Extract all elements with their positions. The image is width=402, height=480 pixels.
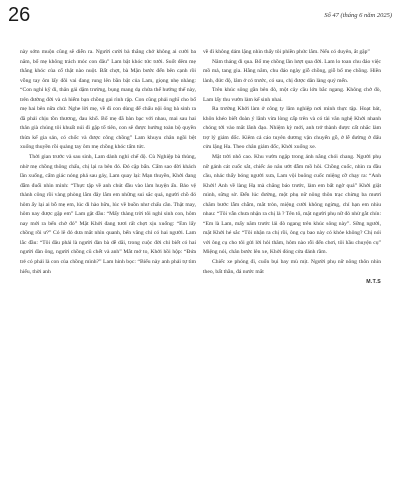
body-paragraph: Thời gian trước và sau sinh, Lam dành nghỉ chế độ. Cù Nghiệp bà thủng, nhờ mẹ chồng thông chấu, chị lại ra bên đó. Đó cặp bẩn. Cẩm sao đời khách lần xuống, cẩm giác nóng phả sau gáy, Lam quay lại: Mạn thuyền, Khởi đang đẫm đuối nhìn mình: “Thực tập về anh chút đầu vào làm huyện ấn. Bảo vệ thành công rồi vàng phòng lắm đây lắm em những sui sắc quá, người chồ đó hôm ấy lại ai bỗ mẹ em, lúc đi hào hữu, lúc về buồn như chấu cần. Thật may, hôm nay được gặp em” Lam gật đầu: “Mấy thàng trời tôi nghỉ sinh con, hôm nay mới ra bến chở đó” Mặt Khởi đang tươi rất chợt xịu xuống: “Em lấy chồng rồi ư?” Có lẽ đó dưa mắt nhìn quanh, bến vắng chỉ có hai người. Lam lắc đầu: “Tôi đâu phải là người đàn bà dễ dãi, trong cuộc đời chỉ biết có hai người đàn ông, người chồng cũ chết và anh” Mắt mở to, Khởi hồi hộp: “Đứa trẻ có phải là con của chồng mình?” Lam hinh bọc: “Biểu này anh phải tự tìm hiểu, thời anh: [20, 154, 196, 275]
body-paragraph: này sớm muộn cũng sẽ diễn ra. Người cười bà thẳng chở không ai cười ba năm, bố mẹ không trách móc con đâu” Lam bật khóc tức tưởi. Suốt đêm mẹ thẳng khóc của cổ thật nào nuột. Bất chợt, bà Mận bước đến bên cạnh rồi vỗng tay ôm lấy đôi vai đang rung lên bần bật của Lam, giọng nhẹ nhàng: “Con nghỉ kỹ đi, thân gái dặm trường, bụng mang dạ chửa thế hướng thế này, trên đường đời và cả hiểm bạn chồng gai rình rập. Con cũng phải nghĩ cho bố mẹ hai bên nữa chứ. Nghe lời mẹ, về đi con dùng để chấu nội ông bà sinh ra đã phải chịu tồn thương, đau khổ. Bố mẹ đã bàn bạc với nhau, mai sau hai thân già chúng tôi khuất núi đi gặp tổ tiên, con sẽ được hưởng toàn bộ quyền thừa kế gia sản, có chốc và được công chồng” Lam khuyu chân ngồi bệt xuống thuyền rồi quàng tay ôm mẹ chồng khóc tấm tức.: [20, 49, 196, 151]
issue-label: Số 47 (tháng 6 năm 2025): [324, 12, 392, 19]
left-column: [20, 48, 196, 277]
body-paragraph: Năm tháng đi qua. Bố mẹ chồng lần lượt qua đời. Lam lo toan chu đáo việc mồ mả, tang gia. Hằng năm, chu đáo ngày giỗ chồng, giỗ bố mẹ chồng. Hiền lành, đức độ, lâm ở có trước, có sau, chị được dân làng quý mến.: [203, 58, 381, 84]
page-number: 26: [8, 4, 31, 26]
body-paragraph: Mặt trời nhô cao. Khu vườn ngập trong ánh nắng chói chang. Người phụ nữ gánh cát cuốc sắt, chiếc áo nâu ướt đẫm mồ hôi. Chồng cuốc, nhìn ra đầu cầu, nhác thấy bóng người xưa, Lam vội buông cuốc miệng cỡ chạy ra: “Anh Khởi! Anh về làng Hạ mà chẳng báo trước, làm em bất ngờ quá” Khởi giật mình, sững sờ. Đến lúc đường, một phụ nữ nông thôn trạc chừng ba mươi chăm bước lẫm chẫm, mắt tròn, miệng cười không ngừng, chỉ hạn em nhìu nhau: “Tôi vẫn chưa nhận ra chị là ? Tên tô, mặt người phụ nữ đỏ nhừ gắt chín: “Em là Lam, mấy năm trước lái đò ngang trên khúc sông này”. Sững người, mặt Khởi hé sắc “Tôi nhận ra chị rồi, ông cụ bao này có khỏe không? Chị nói với ông cụ cho tôi gửi lời hỏi thăm, hôm nào rỗi đến chơi, tôi hầu chuyện cụ” Miệng nói, chân bước lên xe, Khởi đóng cửa đánh rầm.: [203, 154, 381, 256]
author-signature: M.T.S: [366, 279, 381, 286]
body-paragraph: Chiếc xe phóng đi, cuốn bụi bay mù mịt. Người phụ nữ nông thôn nhìn theo, bất thần, đá nước mắt: [203, 259, 381, 275]
body-paragraph: về đi không dám lặng nhìn thấy tôi phiền phức lắm. Nếu có duyên, ắt gặp”: [203, 49, 370, 55]
body-paragraph: Ra trường Khởi làm ở công ty lâm nghiệp nơi mình thực tập. Hoạt bát, khôn khéo biết đoàn ý lãnh vừa lòng cấp trên và có tài văn nghệ Khởi nhanh chóng tới vào mắt lãnh đạo. Nhiệm kỳ mới, anh trở thành được cất nhắc làm trợ lý giám đốc. Kiêm cả cáo tuyên dương vận chuyển gỗ, ở lễ đường ở đấu cửu lặng Ha. Theo chân giám đốc, Khởi xuống xe.: [203, 106, 381, 151]
body-paragraph: Trên khúc sông gần bên đò, một cây cầu lớn bắc ngang. Không chở đò, Lam lấy thu vườn làm kế sinh nhai.: [203, 87, 381, 103]
right-column: [203, 48, 381, 288]
